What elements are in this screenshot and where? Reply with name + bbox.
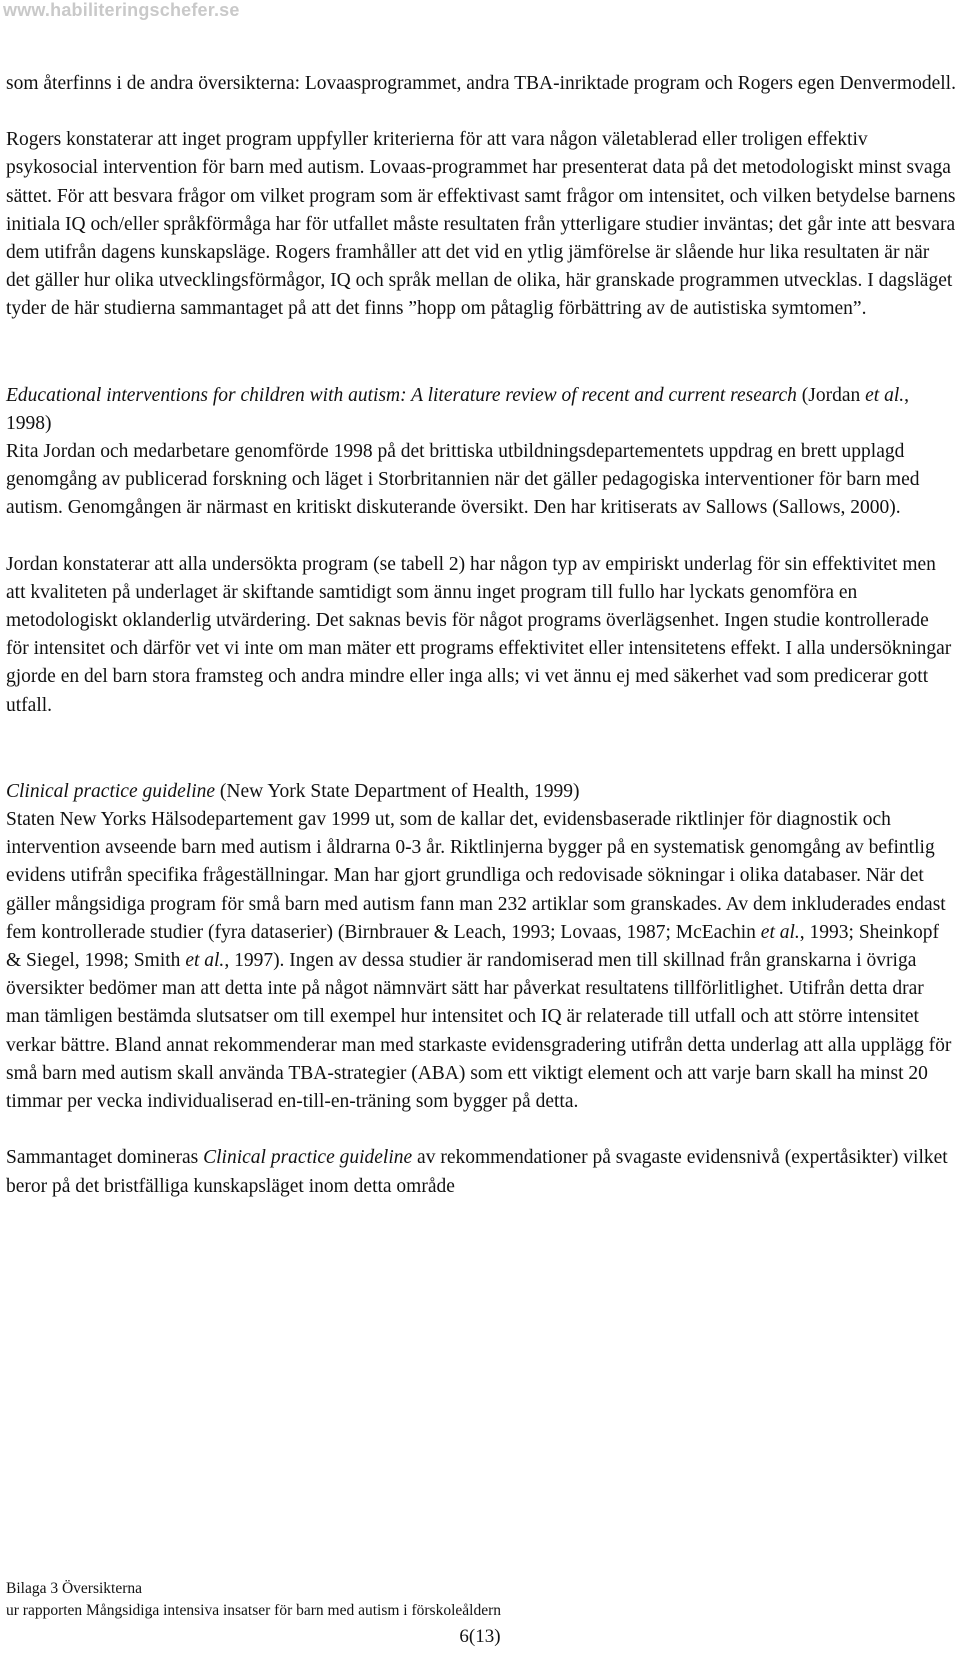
site-watermark: www.habiliteringschefer.se	[3, 0, 240, 20]
jordan-review-title: Educational interventions for children with autism: A literature review of recent and current research	[6, 384, 797, 406]
footer-report-title: ur rapporten Mångsidiga intensiva insatser för barn med autism i förskoleåldern	[6, 1602, 502, 1619]
page-number: 6(13)	[459, 1626, 501, 1647]
paragraph-jordan-findings: Jordan konstaterar att alla undersökta program (se tabell 2) har någon typ av empiriskt underlag för sin effektivitet men att kvaliteten på underlaget är skiftande samtidigt som ännu inget program till fullo har lyckats genomföra en metodologiskt oklanderlig utvärdering. Det saknas bevis för något programs överlägsenhet. Ingen studie kontrollerade för intensitet och därför vet vi inte om man mäter ett programs effektivitet eller intensitetens effekt. I alla undersökningar gjorde en del barn stora framsteg och andra mindre eller inga alls; vi vet ännu ej med säkerhet vad som predicerar gott utfall.	[6, 553, 952, 716]
cpg-etal-2: et al.	[185, 950, 225, 972]
paragraph-jordan-description: Rita Jordan och medarbetare genomförde 1998 på det brittiska utbildningsdepartementets uppdrag en brett upplagd genomgång av publicerad forskning och läget i Storbritannien när det gäller pedagogiska interventioner för barn med autism. Genomgången är närmast en kritiskt diskuterande översikt. Den har kritiserats av Sallows (Sallows, 2000).	[6, 441, 920, 519]
page-footer	[6, 1578, 956, 1622]
summary-prefix: Sammantaget domineras	[6, 1147, 204, 1169]
cpg-heading	[6, 778, 956, 806]
cpg-title: Clinical practice guideline	[6, 780, 216, 802]
paragraph-intro-continuation: som återfinns i de andra översikterna: Lovaasprogrammet, andra TBA-inriktade program och Rogers egen Denvermodell.	[6, 73, 956, 94]
jordan-citation-etal: et al.	[865, 384, 905, 406]
paragraph-rogers-conclusion: Rogers konstaterar att inget program uppfyller kriterierna för att vara någon väletablerad eller troligen effektiv psykosocial intervention för barn med autism. Lovaas-programmet har presenterat data på det metodologiskt minst svaga sättet. För att besvara frågor om vilket program som är effektivast samt frågor om intensitet, och vilken betydelse barnens initiala IQ och/eller språkförmåga har för utfallet måste resultaten från ytterligare studier inväntas; det går inte att besvara dem utifrån dagens kunskapsläge. Rogers framhåller att det vid en ytlig jämförelse är slående hur lika resultaten är när det gäller hur olika utvecklingsförmågor, IQ och språk mellan de olika, här granskade programmen utvecklas. I dagsläget tyder de här studierna sammantaget på att det finns ”hopp om påtaglig förbättring av de autistiska symtomen”.	[6, 129, 956, 320]
cpg-text-part-1: Staten New Yorks Hälsodepartement gav 1999 ut, som de kallar det, evidensbaserade riktlinjer för diagnostik och intervention avseende barn med autism i åldrarna 0-3 år. Riktlinjerna bygger på en systematisk genomgång av befintlig evidens utifrån specifika frågeställningar. Man har gjort grundliga och redovisade sökningar i olika databaser. När det gäller mångsidiga program för små barn med autism fann man 232 artiklar som granskades. Av dem inkluderades endast fem kontrollerade studier (fyra dataserier) (Birnbrauer & Leach, 1993; Lovaas, 1987; McEachin	[6, 809, 946, 943]
document-body	[6, 70, 956, 1201]
paragraph-summary	[6, 1144, 956, 1200]
cpg-citation: (New York State Department of Health, 1999)	[215, 780, 580, 802]
cpg-text-part-3: , 1997). Ingen av dessa studier är randomiserad men till skillnad från granskarna i övriga översikter bedömer man att detta inte på något nämnvärt sätt har påverkat resultatens tillförlitlighet. Utifrån detta drar man tämligen bestämda slutsatser om till exempel hur intensitet och IQ är relaterade till utfall och att större intensitet verkar bättre. Bland annat rekommenderar man med starkaste evidensgradering utifrån detta underlag att alla upplägg för små barn med autism skall använda TBA-strategier (ABA) som ett viktigt element och att varje barn skall ha minst 20 timmar per vecka individualiserad en-till-en-träning som bygger på detta.	[6, 950, 952, 1113]
jordan-citation-year: , 1998)	[6, 384, 910, 434]
cpg-text-part-2: , 1993; Sheinkopf & Siegel, 1998; Smith	[6, 921, 940, 972]
footer-appendix-label: Bilaga 3 Översikterna	[6, 1580, 143, 1597]
summary-suffix: av rekommendationer på svagaste evidensnivå (expertåsikter) vilket beror på det bristfälliga kunskapsläget inom detta område	[6, 1147, 948, 1197]
summary-title: Clinical practice guideline	[203, 1147, 413, 1169]
jordan-citation-prefix: (Jordan	[796, 384, 866, 406]
jordan-review-heading	[6, 382, 956, 438]
paragraph-cpg-description	[6, 806, 956, 1116]
cpg-etal-1: et al.	[760, 921, 800, 943]
